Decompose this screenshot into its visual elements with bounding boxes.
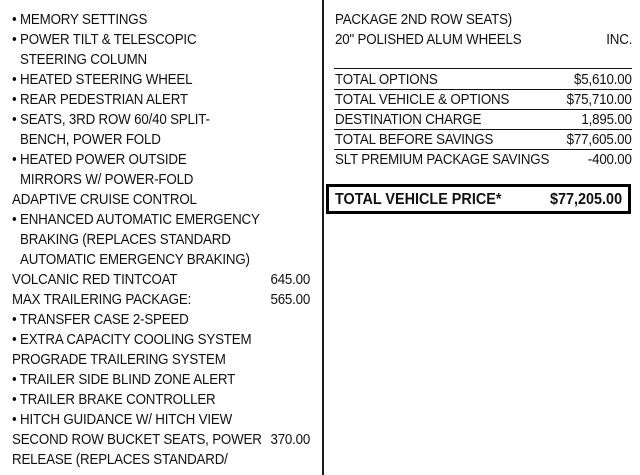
total-amount: -400.00 bbox=[588, 152, 632, 168]
line-item: BENCH, POWER FOLD bbox=[20, 132, 161, 148]
line-item: ADAPTIVE CRUISE CONTROL bbox=[12, 192, 197, 208]
line-item: RELEASE (REPLACES STANDARD/ bbox=[12, 452, 228, 468]
line-item: • REAR PEDESTRIAN ALERT bbox=[12, 92, 188, 108]
line-item: MIRRORS W/ POWER-FOLD bbox=[20, 172, 194, 188]
column-divider bbox=[322, 0, 324, 475]
total-amount: $77,605.00 bbox=[567, 132, 632, 148]
line-item-amount: 370.00 bbox=[270, 432, 310, 448]
total-vehicle-price-box bbox=[326, 184, 631, 214]
total-label: TOTAL OPTIONS bbox=[335, 72, 438, 88]
line-item: STEERING COLUMN bbox=[20, 52, 147, 68]
total-label: DESTINATION CHARGE bbox=[335, 112, 482, 128]
line-item: • HEATED STEERING WHEEL bbox=[12, 72, 193, 88]
line-item: • SEATS, 3RD ROW 60/40 SPLIT- bbox=[12, 112, 210, 128]
total-amount: $5,610.00 bbox=[574, 72, 632, 88]
line-item: • POWER TILT & TELESCOPIC bbox=[12, 32, 197, 48]
total-vehicle-price-label: TOTAL VEHICLE PRICE* bbox=[335, 191, 502, 208]
total-label: TOTAL BEFORE SAVINGS bbox=[335, 132, 494, 148]
total-amount: $75,710.00 bbox=[567, 92, 632, 108]
line-item: • HITCH GUIDANCE W/ HITCH VIEW bbox=[12, 412, 233, 428]
total-amount: 1,895.00 bbox=[581, 112, 632, 128]
line-item: AUTOMATIC EMERGENCY BRAKING) bbox=[20, 252, 250, 268]
line-item: 20" POLISHED ALUM WHEELS bbox=[335, 32, 522, 48]
line-item: VOLCANIC RED TINTCOAT bbox=[12, 272, 178, 288]
line-item: • EXTRA CAPACITY COOLING SYSTEM bbox=[12, 332, 252, 348]
line-item: BRAKING (REPLACES STANDARD bbox=[20, 232, 231, 248]
line-item: • TRANSFER CASE 2-SPEED bbox=[12, 312, 189, 328]
total-vehicle-price-value: $77,205.00 bbox=[549, 191, 622, 208]
total-label: SLT PREMIUM PACKAGE SAVINGS bbox=[335, 152, 550, 168]
line-item-amount: 565.00 bbox=[270, 292, 310, 308]
separator-line bbox=[334, 68, 632, 69]
line-item-amount: 645.00 bbox=[270, 272, 310, 288]
line-item: MAX TRAILERING PACKAGE: bbox=[12, 292, 192, 308]
line-item: • MEMORY SETTINGS bbox=[12, 12, 148, 28]
line-item: • TRAILER BRAKE CONTROLLER bbox=[12, 392, 216, 408]
line-item: PACKAGE 2ND ROW SEATS) bbox=[335, 12, 513, 28]
line-item-amount: INC. bbox=[606, 32, 632, 48]
line-item: • TRAILER SIDE BLIND ZONE ALERT bbox=[12, 372, 236, 388]
line-item: • HEATED POWER OUTSIDE bbox=[12, 152, 187, 168]
line-item: SECOND ROW BUCKET SEATS, POWER bbox=[12, 432, 262, 448]
line-item: PROGRADE TRAILERING SYSTEM bbox=[12, 352, 226, 368]
line-item: • ENHANCED AUTOMATIC EMERGENCY bbox=[12, 212, 260, 228]
total-label: TOTAL VEHICLE & OPTIONS bbox=[335, 92, 510, 108]
